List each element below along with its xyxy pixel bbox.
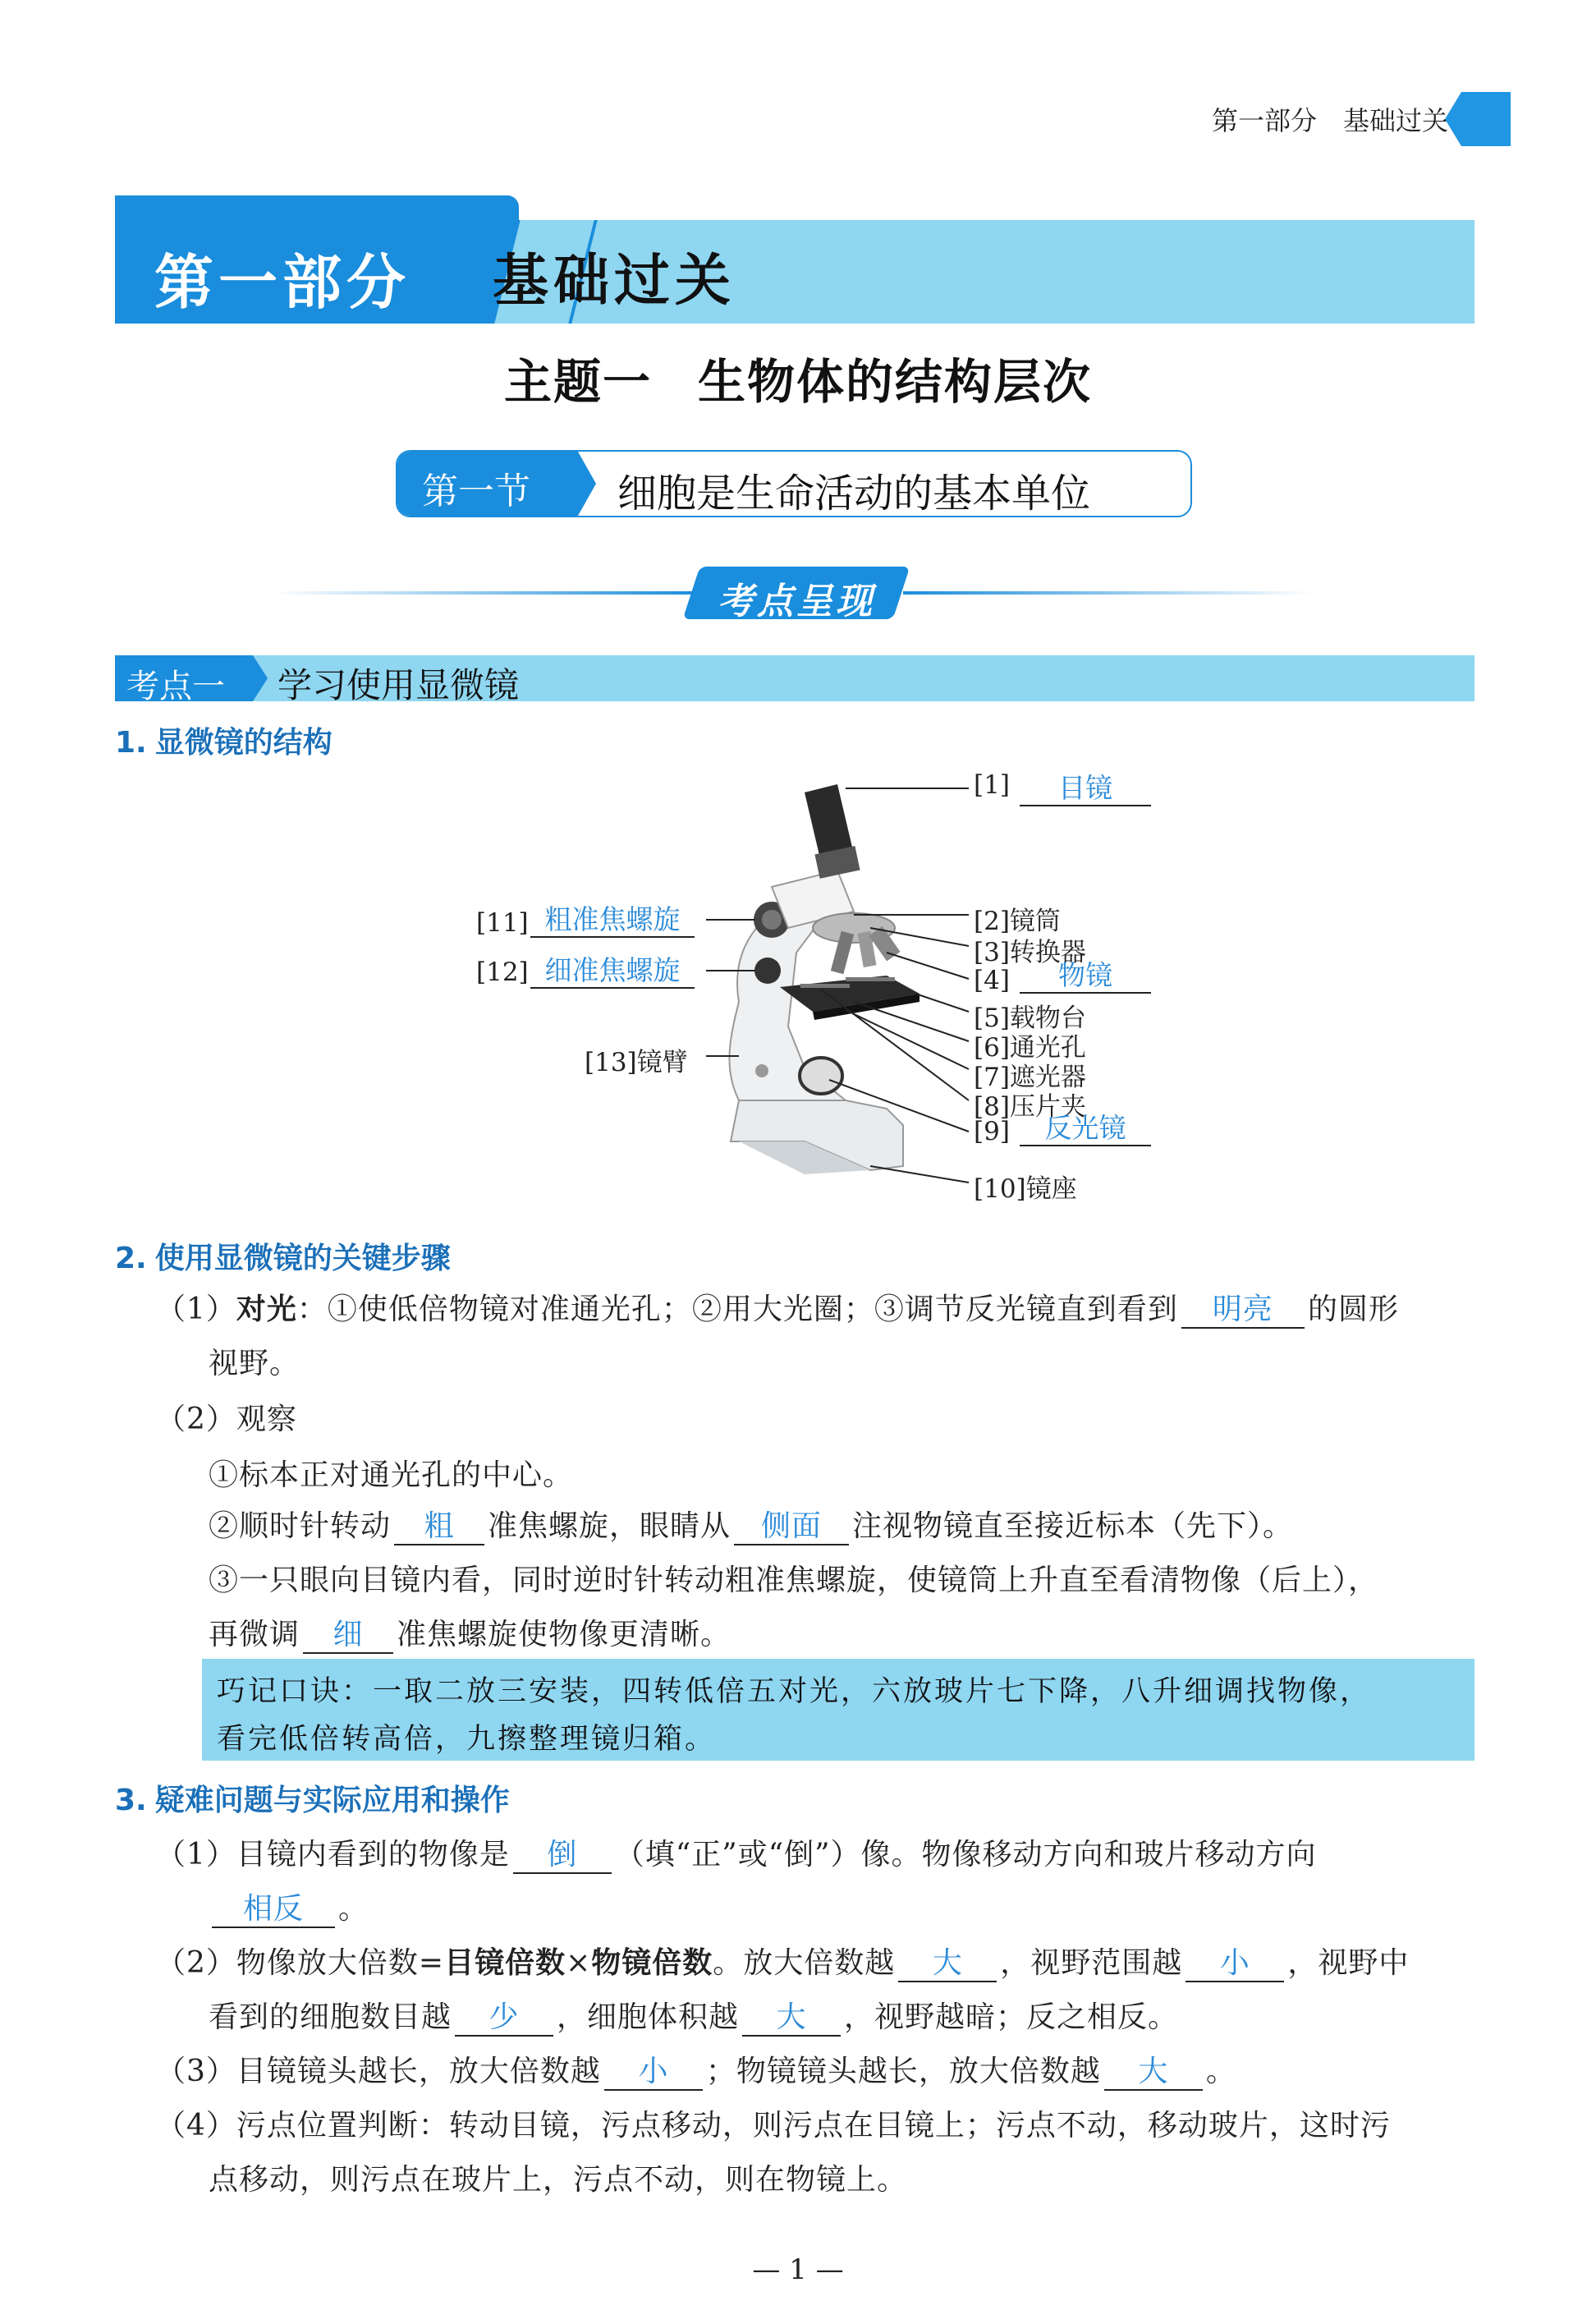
label-10: [10]镜座 [974, 1174, 1077, 1204]
s2-step-2-2: ②顺时针转动 粗 准焦螺旋，眼睛从 侧面 注视物镜直至接近标本（先下）。 [209, 1503, 1293, 1545]
section-heading [396, 450, 1192, 517]
theme-label: 主题一 [503, 354, 652, 410]
label-2: [2]镜筒 [974, 907, 1061, 936]
s3-q1: （1）目镜内看到的物像是 倒 （填“正”或“倒”）像。物像移动方向和玻片移动方向 [156, 1831, 1317, 1874]
section-number: 第一节 [422, 471, 530, 512]
blank-bright: 明亮 [1181, 1293, 1305, 1329]
s2-step-2-3: ③一只眼向目镜内看，同时逆时针转动粗准焦螺旋，使镜筒上升直至看清物像（后上）， [209, 1564, 1379, 1597]
s2-step-1-cont: 视野。 [209, 1347, 300, 1380]
s3-q4-cont: 点移动，则污点在玻片上，污点不动，则在物镜上。 [209, 2163, 908, 2197]
theme-name: 生物体的结构层次 [698, 354, 1093, 410]
label-13: [13]镜臂 [585, 1048, 688, 1077]
part-banner [115, 195, 1474, 324]
answer-9-mirror: 反光镜 [1020, 1112, 1151, 1146]
label-11: [11] [476, 908, 529, 938]
answer-12-fine-focus: 细准焦螺旋 [530, 954, 695, 989]
subsection-2-heading: 2. 使用显微镜的关键步骤 [115, 1241, 451, 1275]
knowledge-point-name: 学习使用显微镜 [277, 665, 520, 705]
label-1: [1] [974, 770, 1010, 800]
page-number: — 1 — [752, 2253, 844, 2286]
label-9: [9] [974, 1117, 1010, 1146]
divider-text: 考点呈现 [718, 581, 875, 622]
answer-4-objective: 物镜 [1020, 959, 1151, 994]
blank-opposite: 相反 [212, 1892, 335, 1928]
label-7: [7]遮光器 [974, 1063, 1086, 1092]
s3-q1-cont: 相反 。 [209, 1885, 369, 1928]
s2-step-1: （1）对光：①使低倍物镜对准通光孔；②用大光圈；③调节反光镜直到看到 明亮 的圆形 [156, 1286, 1399, 1329]
running-header [1149, 92, 1511, 146]
s3-q3: （3）目镜镜头越长，放大倍数越 小 ；物镜镜头越长，放大倍数越 大 。 [156, 2048, 1236, 2091]
mnemonic-line-1: 巧记口诀：一取二放三安装，四转低倍五对光，六放玻片七下降，八升细调找物像， [217, 1675, 1372, 1708]
blank-fine: 细 [303, 1618, 393, 1654]
blank-fewer: 少 [455, 2000, 553, 2037]
divider-badge [691, 567, 901, 622]
divider-line-left [271, 591, 698, 595]
s2-step-2-3-cont: 再微调 细 准焦螺旋使物像更清晰。 [209, 1611, 731, 1654]
subsection-1-heading: 1. 显微镜的结构 [115, 725, 332, 760]
s3-q2: （2）物像放大倍数=目镜倍数×物镜倍数。放大倍数越 大 ，视野范围越 小 ，视野中 [156, 1940, 1409, 1982]
s3-q2-cont: 看到的细胞数目越 少 ，细胞体积越 大 ，视野越暗；反之相反。 [209, 1994, 1178, 2037]
s3-q4: （4）污点位置判断：转动目镜，污点移动，则污点在目镜上；污点不动，移动玻片，这时污 [156, 2109, 1391, 2142]
blank-side: 侧面 [734, 1509, 849, 1545]
part-label: 第一部分 [154, 248, 411, 317]
knowledge-point-bar [115, 655, 1474, 705]
section-name: 细胞是生命活动的基本单位 [617, 471, 1091, 517]
label-5: [5]载物台 [974, 1003, 1086, 1033]
mnemonic-box [202, 1659, 1474, 1761]
label-12: [12] [476, 958, 529, 987]
part-title: 基础过关 [493, 249, 736, 314]
blank-small-2: 小 [604, 2055, 703, 2091]
divider-line-right [903, 591, 1314, 595]
answer-1-eyepiece: 目镜 [1020, 772, 1151, 806]
blank-coarse: 粗 [394, 1509, 484, 1545]
label-3: [3]转换器 [974, 938, 1086, 967]
label-4: [4] [974, 966, 1010, 995]
running-header-tab [1461, 92, 1511, 146]
answer-11-coarse-focus: 粗准焦螺旋 [530, 903, 695, 938]
running-header-text: 第一部分 基础过关 [1211, 105, 1448, 136]
s2-step-2-1: ①标本正对通光孔的中心。 [209, 1458, 574, 1492]
blank-small-1: 小 [1186, 1946, 1284, 1982]
mnemonic-line-2: 看完低倍转高倍，九擦整理镜归箱。 [217, 1723, 717, 1756]
blank-large-3: 大 [1104, 2055, 1203, 2091]
subsection-3-heading: 3. 疑难问题与实际应用和操作 [115, 1783, 510, 1817]
label-8: [8]压片夹 [974, 1092, 1086, 1122]
theme-title [0, 343, 1596, 412]
knowledge-point-tag: 考点一 [126, 668, 225, 705]
blank-large-1: 大 [898, 1946, 997, 1982]
microscope-diagram [460, 755, 1199, 1215]
blank-inverted: 倒 [513, 1838, 612, 1874]
s2-step-2: （2）观察 [156, 1403, 297, 1436]
blank-large-2: 大 [742, 2000, 841, 2037]
label-6: [6]通光孔 [974, 1033, 1086, 1063]
